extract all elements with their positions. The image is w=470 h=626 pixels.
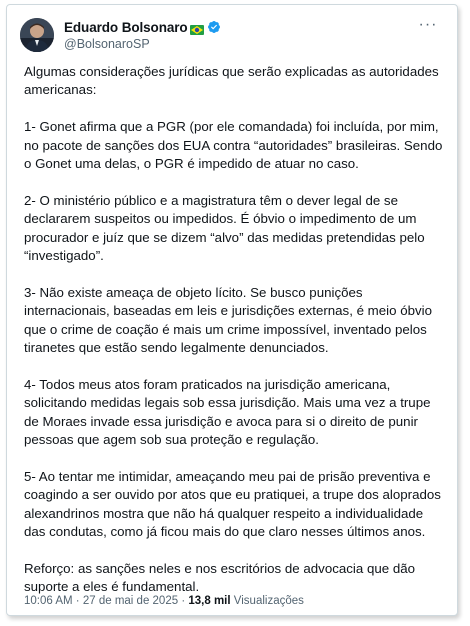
more-options-icon[interactable]: ··· [418, 16, 438, 33]
avatar[interactable] [20, 18, 54, 52]
display-name[interactable]: Eduardo Bolsonaro [64, 19, 188, 35]
handle[interactable]: @BolsonaroSP [64, 37, 150, 51]
post-time[interactable]: 10:06 AM [24, 595, 73, 607]
name-row [64, 19, 221, 35]
post-header [20, 18, 445, 54]
post-paragraph: 3- Não existe ameaça de objeto lícito. Se busco punições internacionais, baseadas em leis e jurisdições externas, é meio óbvio que o crime de coação é mais um crime impossível, inventado pelos tiranetes que estão sendo legalmente denunciados. [24, 284, 432, 356]
post-paragraph: Algumas considerações jurídicas que serão explicadas as autoridades americanas: [24, 64, 439, 98]
meta-separator: · [75, 595, 80, 607]
brazil-flag-icon [190, 22, 204, 32]
post-text [24, 63, 444, 597]
post-paragraph: 1- Gonet afirma que a PGR (por ele comandada) foi incluída, por mim, no pacote de sanções dos EUA contra “autoridades” brasileiras. Sendo o Gonet uma delas, o PGR é impedido de atuar no caso. [24, 119, 443, 172]
views-count[interactable]: 13,8 mil [188, 595, 231, 607]
post-paragraph: 5- Ao tentar me intimidar, ameaçando meu pai de prisão preventiva e coagindo a ser ouvido por atos que eu pratiquei, a trupe dos aloprados alexandrinos mostra que não há qualquer respeito a individualidade das condutas, como já ficou mais do que claro nesses últimos anos. [24, 468, 441, 540]
post-paragraph: Reforço: as sanções neles e nos escritórios de advocacia que dão suporte a eles é fundamental. [24, 560, 416, 595]
post-paragraph: 2- O ministério público e a magistratura têm o dever legal de se declararem suspeitos ou impedidos. É óbvio o impedimento de um procurador e juíz que se dizem “alvo” das medidas pretendidas pelo “investigado”. [24, 192, 425, 264]
post-paragraph: 4- Todos meus atos foram praticados na jurisdição americana, solicitando medidas legais sob essa jurisdição. Mais uma vez a trupe de Moraes invade essa jurisdição e avoca para si o direito de punir pessoas que agem sob sua proteção e regulação. [24, 376, 431, 448]
post-meta [24, 595, 304, 607]
verified-badge-icon[interactable] [207, 20, 221, 34]
post-card [6, 4, 458, 616]
post-date[interactable]: 27 de mai de 2025 [82, 595, 179, 607]
meta-separator: · [181, 595, 186, 607]
views-label: Visualizações [233, 595, 304, 607]
